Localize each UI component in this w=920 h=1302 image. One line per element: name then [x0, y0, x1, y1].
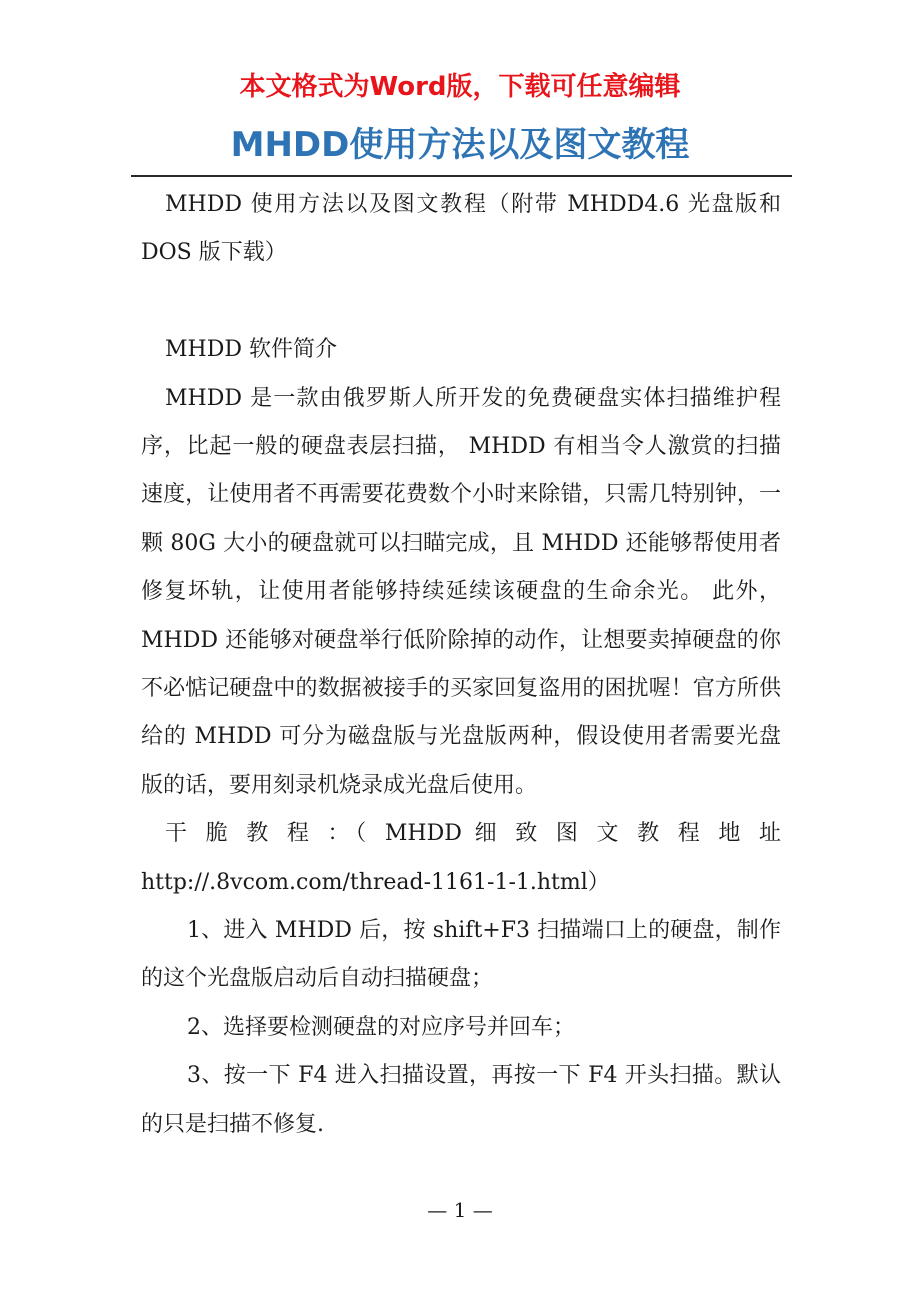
- step-3-paragraph: 3、按一下 F4 进入扫描设置，再按一下 F4 开头扫描。默认的只是扫描不修复.: [141, 1063, 781, 1137]
- step-1-paragraph: 1、进入 MHDD 后，按 shift+F3 扫描端口上的硬盘，制作的这个光盘版启动后自动扫描硬盘；: [141, 918, 781, 992]
- page-number: — 1 —: [427, 1198, 493, 1222]
- title-divider: [131, 175, 792, 177]
- step-2-paragraph: 2、选择要检测硬盘的对应序号并回车；: [187, 1014, 575, 1040]
- format-notice-banner: 本文格式为Word版，下载可任意编辑: [239, 72, 681, 102]
- document-body: [141, 181, 781, 1149]
- blank-line: [141, 278, 781, 326]
- tutorial-link-paragraph: 干 脆 教 程 ：（ MHDD 细 致 图 文 教 程 地 址 http://.8vcom.com/thread-1161-1-1.html）: [141, 821, 781, 895]
- intro-paragraph: MHDD 使用方法以及图文教程（附带 MHDD4.6 光盘版和 DOS 版下载）: [141, 192, 781, 266]
- document-title: MHDD使用方法以及图文教程: [230, 125, 690, 165]
- software-description-paragraph: MHDD 是一款由俄罗斯人所开发的免费硬盘实体扫描维护程序，比起一般的硬盘表层扫描， MHDD 有相当令人激赏的扫描速度，让使用者不再需要花费数个小时来除错，只需几特别钟，一颗 80G 大小的硬盘就可以扫瞄完成，且 MHDD 还能够帮使用者修复坏轨，让使用者能够持续延续该硬盘的生命余光。 此外， MHDD 还能够对硬盘举行低阶除掉的动作，让想要卖掉硬盘的你不必惦记硬盘中的数据被接手的买家回复盗用的困扰喔！官方所供给的 MHDD 可分为磁盘版与光盘版两种，假设使用者需要光盘版的话，要用刻录机烧录成光盘后使用。: [141, 385, 781, 798]
- section-heading-software-intro: MHDD 软件简介: [165, 337, 337, 363]
